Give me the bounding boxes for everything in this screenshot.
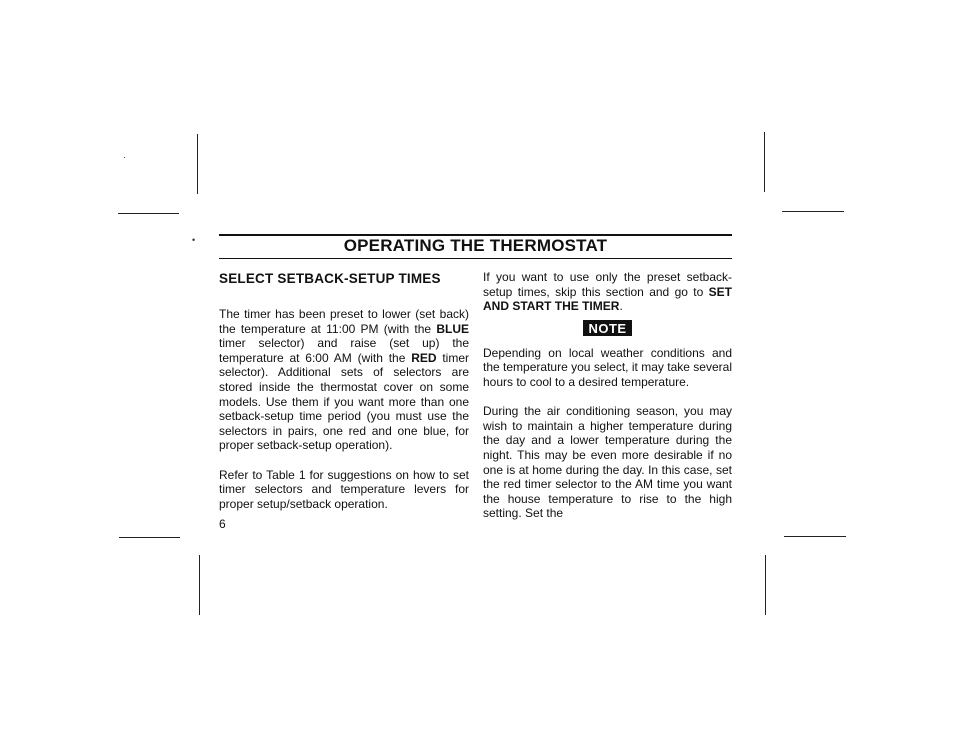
- timer-preset-paragraph: The timer has been preset to lower (set back) the temperature at 11:00 PM (with the BLUE timer selector) and raise (set up) the temperature at 6:00 AM (with the RED timer selector). Additional sets of selectors are stored inside the thermostat cover on some models. Use them if you want more than one setback-setup time period (you must use the selectors in pairs, one red and one blue, for proper setback-setup operation).: [219, 307, 470, 453]
- red-label: RED: [411, 350, 437, 365]
- crop-mark-bottom-left-horizontal: [119, 537, 180, 538]
- crop-mark-bottom-left-vertical: [199, 555, 200, 615]
- blue-label: BLUE: [436, 321, 469, 336]
- note-badge: NOTE: [583, 320, 631, 336]
- left-column: [219, 270, 469, 526]
- scan-speck: •: [192, 235, 196, 245]
- preset-times-paragraph: If you want to use only the preset setback-setup times, skip this section and go to SET AND START THE TIMER.: [483, 270, 732, 314]
- note-paragraph: Depending on local weather conditions and the temperature you select, it may take several hours to cool to a desired temperature.: [483, 345, 732, 389]
- crop-mark-top-right-horizontal: [782, 211, 844, 212]
- crop-mark-bottom-right-vertical: [765, 555, 766, 615]
- crop-mark-top-left-vertical: [197, 134, 198, 194]
- right-column: [483, 270, 732, 536]
- scan-speck: ·: [123, 152, 126, 162]
- air-conditioning-paragraph: During the air conditioning season, you may wish to maintain a higher temperature during the day and a lower temperature during the night. This may be even more desirable if no one is at home during the day. In this case, set the red timer selector to the AM time you want the house temperature to rise to the high setting. Set the: [483, 404, 732, 521]
- page-title: OPERATING THE THERMOSTAT: [343, 236, 608, 255]
- table-reference-paragraph: Refer to Table 1 for suggestions on how to set timer selectors and temperature levers for proper setup/setback operation.: [219, 467, 469, 511]
- crop-mark-top-right-vertical: [764, 132, 765, 192]
- section-heading: SELECT SETBACK-SETUP TIMES: [219, 271, 441, 286]
- set-and-start-timer-reference: SET AND START THE TIMER: [483, 284, 732, 314]
- crop-mark-top-left-horizontal: [118, 213, 179, 214]
- title-rule-bottom: [219, 258, 732, 259]
- note-callout: [483, 320, 732, 338]
- page-number: 6: [219, 517, 226, 531]
- crop-mark-bottom-right-horizontal: [784, 536, 846, 537]
